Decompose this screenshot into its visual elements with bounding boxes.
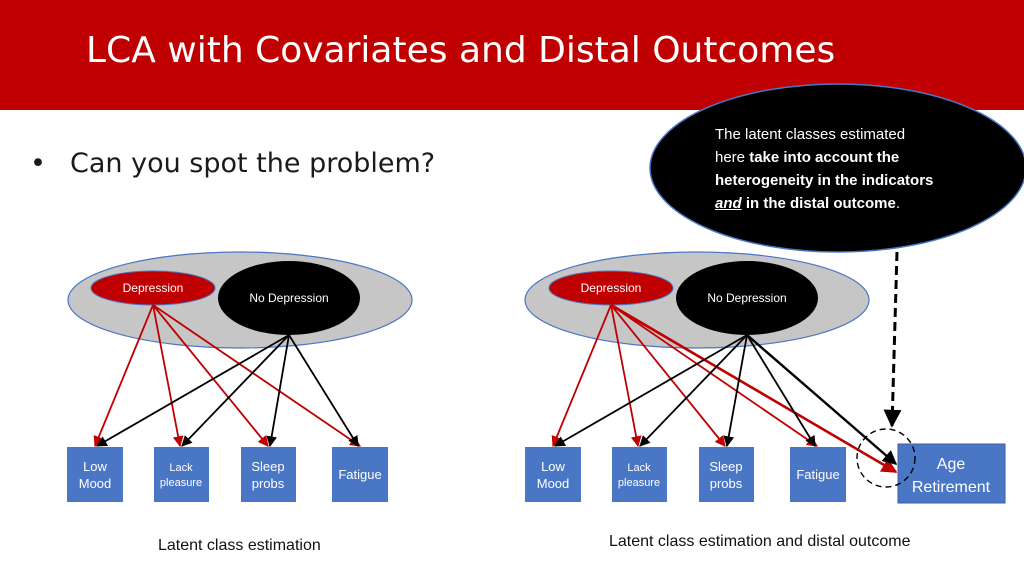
- callout-and: and: [715, 195, 742, 212]
- right-indicator-label: Lack: [627, 462, 651, 474]
- left-indicator-label: Low: [83, 459, 107, 474]
- right-indicator-low-mood: [525, 447, 581, 502]
- left-indicator-label: Fatigue: [338, 467, 382, 482]
- callout-period: .: [895, 195, 901, 212]
- right-indicator-label: Sleep: [709, 459, 743, 474]
- bullet-mark: •: [30, 148, 46, 179]
- callout-dashed-pointer: [892, 252, 897, 426]
- callout-bold1: take into account the: [749, 149, 900, 166]
- left-indicator-sleep-probs: [241, 447, 296, 502]
- callout-text: [715, 123, 980, 215]
- slide-title: LCA with Covariates and Distal Outcomes: [86, 30, 836, 71]
- left-depression-label: Depression: [122, 281, 184, 295]
- right-indicator-label: pleasure: [617, 477, 661, 489]
- left-indicator-low-mood: [67, 447, 123, 502]
- callout-here: here: [715, 149, 750, 166]
- right-no-depression-arrows: [555, 335, 896, 464]
- right-indicator-lack-pleasure: [612, 447, 667, 502]
- callout-bold3: in the distal outcome: [741, 195, 896, 212]
- left-indicator-label: Lack: [169, 462, 193, 474]
- distal-outcome-label: Retirement: [911, 479, 991, 496]
- right-indicator-sleep-probs: [699, 447, 754, 502]
- left-no-depression-label: No Depression: [249, 291, 329, 305]
- left-indicator-lack-pleasure: [154, 447, 209, 502]
- left-indicator-label: probs: [251, 476, 285, 491]
- distal-outcome-label: Age: [936, 456, 966, 473]
- callout-bold2: heterogeneity in the indicators: [715, 172, 934, 189]
- left-indicator-label: Mood: [78, 476, 112, 491]
- left-indicator-label: pleasure: [159, 477, 203, 489]
- left-caption: Latent class estimation: [158, 537, 321, 554]
- left-no-depression-arrows: [97, 335, 358, 446]
- right-no-depression-label: No Depression: [707, 291, 787, 305]
- left-indicator-label: Sleep: [251, 459, 285, 474]
- right-indicator-label: Mood: [536, 476, 570, 491]
- right-caption: Latent class estimation and distal outcome: [609, 533, 911, 550]
- right-indicator-label: Fatigue: [796, 467, 840, 482]
- right-depression-label: Depression: [580, 281, 642, 295]
- right-indicator-label: probs: [709, 476, 743, 491]
- right-indicator-label: Low: [541, 459, 565, 474]
- callout-line1: The latent classes estimated: [715, 126, 906, 143]
- bullet-question: Can you spot the problem?: [70, 148, 436, 179]
